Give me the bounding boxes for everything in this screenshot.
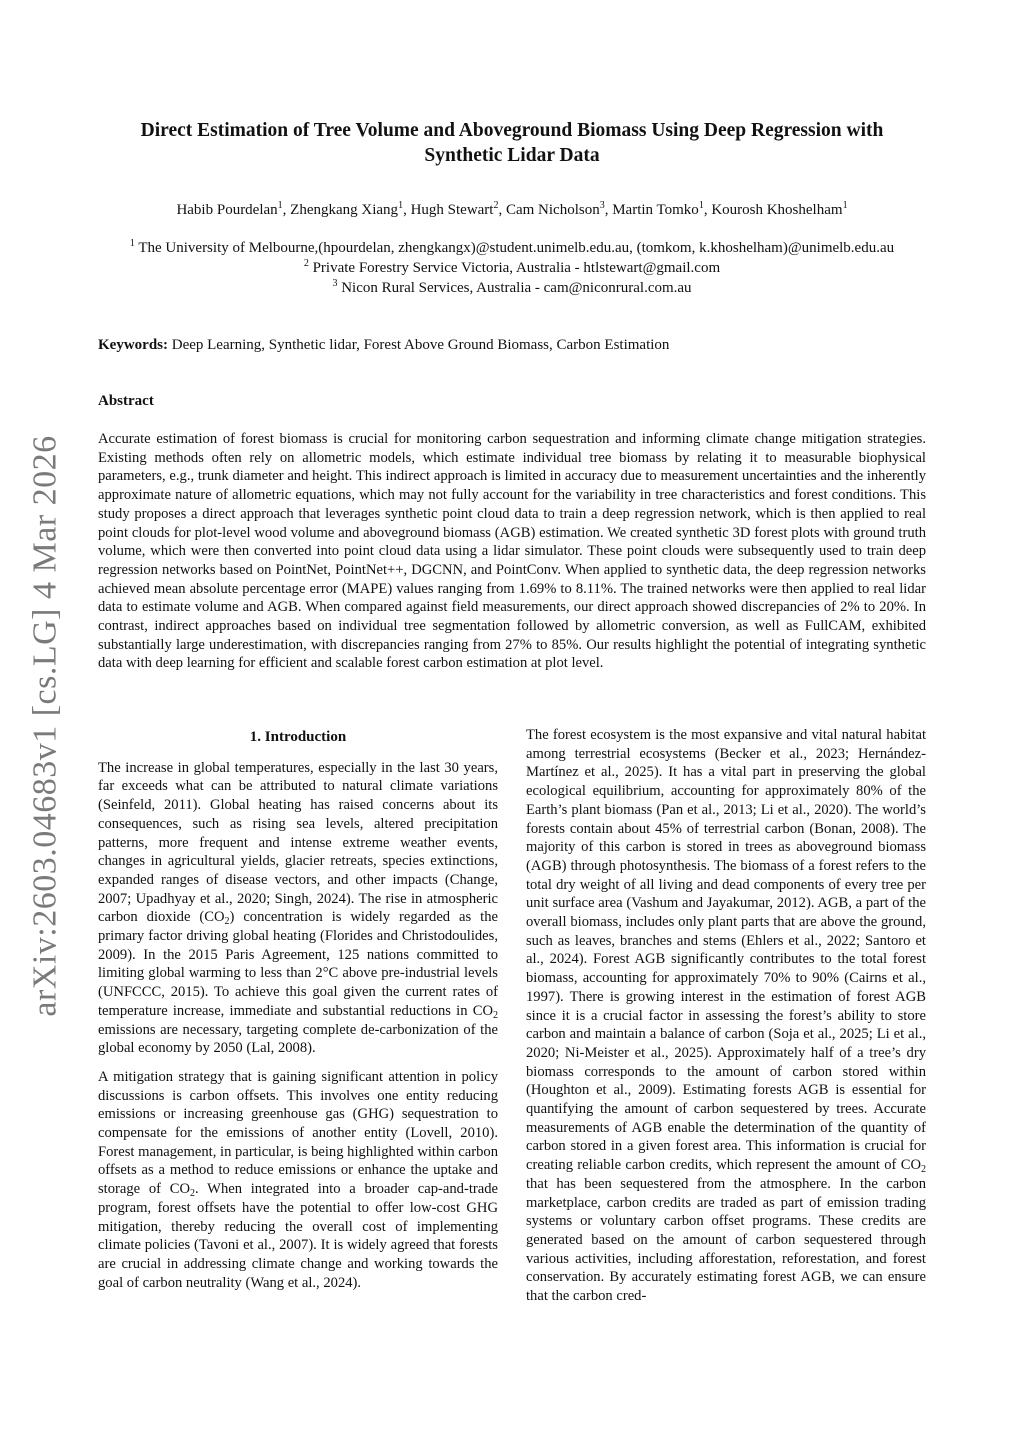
paper-title — [98, 118, 926, 168]
arxiv-identifier: arXiv:2603.04683v1 [cs.LG] 4 Mar 2026 — [27, 435, 65, 1017]
author: Habib Pourdelan$^1$, — [176, 200, 291, 218]
affiliations — [98, 238, 926, 298]
intro-paragraph-3: The forest ecosystem is the most expansive and vital natural habitat among terrestrial ecosystems (Becker et al., 2023; Hernández-Martínez et al., 2025). It has a vital part in preserving the global ecological equilibrium, accounting for approximately 80% of the Earth’s plant biomass (Pan et al., 2013; Li et al., 2020). The world’s forests contain about 45% of terrestrial carbon (Bonan, 2008). The majority of this carbon is stored in trees as aboveground biomass (AGB) through photosynthesis. The biomass of a forest refers to the total dry weight of all living and dead components of every tree per unit surface area (Vashum and Jayakumar, 2012). AGB, a part of the overall biomass, includes only plant parts that are above the ground, such as leaves, branches and stems (Ehlers et al., 2022; Santoro et al., 2024). Forest AGB significantly contributes to the total forest biomass, accounting for approximately 70% to 90% (Cairns et al., 1997). There is growing interest in the estimation of forest AGB since it is a crucial factor in assessing the forest’s ability to store carbon and maintain a balance of carbon (Soja et al., 2025; Li et al., 2020; Ni-Meister et al., 2025). Approximately half of a tree’s dry biomass corresponds to the amount of carbon stored within (Houghton et al., 2009). Estimating forests AGB is essential for quantifying the amount of carbon sequestered by trees. Accurate measurements of AGB enable the determination of the quantity of carbon stored in a given forest area. This information is crucial for creating reliable carbon credits, which represent the amount of $CO_2$ that has been sequestered from the atmosphere. In the carbon marketplace, carbon credits are traded as part of emission trading systems or voluntary carbon offset programs. These credits are generated based on the amount of carbon sequestered through various activities, including afforestation, reforestation, and forest conservation. By accurately estimating forest AGB, we can ensure that the carbon cred- — [526, 727, 926, 1305]
section-heading-introduction: 1. Introduction — [249, 729, 347, 745]
keywords-label: Keywords: — [98, 337, 168, 353]
abstract-heading: Abstract — [98, 393, 154, 409]
keywords-text: Deep Learning, Synthetic lidar, Forest Above Ground Biomass, Carbon Estimation — [168, 337, 670, 353]
keywords — [98, 335, 926, 355]
author: Zhengkang Xiang$^1$, — [290, 200, 411, 218]
affiliation-1: $^1$ The University of Melbourne,(hpourdelan, zhengkangx)@student.unimelb.edu.au, (tomkom, k.khoshelham)@unimelb.edu.au — [129, 238, 895, 256]
left-column — [98, 726, 498, 1302]
right-column — [526, 726, 926, 1316]
affiliation-3: $^3$ Nicon Rural Services, Australia - cam@niconrural.com.au — [332, 278, 692, 296]
author: Kourosh Khoshelham$^1$ — [711, 200, 848, 218]
intro-paragraph-2: A mitigation strategy that is gaining significant attention in policy discussions is carbon offsets. This involves one entity reducing emissions or increasing greenhouse gas (GHG) sequestration to compensate for the emissions of another entity (Lovell, 2010). Forest management, in particular, is being highlighted within carbon offsets as a method to reduce emissions or enhance the uptake and storage of $CO_2$. When integrated into a broader cap-and-trade program, forest offsets have the potential to offer low-cost GHG mitigation, thereby reducing the overall cost of implementing climate policies (Tavoni et al., 2007). It is widely agreed that forests are crucial in addressing climate change and working towards the goal of carbon neutrality (Wang et al., 2024). — [98, 1068, 498, 1291]
intro-paragraph-1: The increase in global temperatures, especially in the last 30 years, far exceeds what can be attributed to natural climate variations (Seinfeld, 2011). Global heating has raised concerns about its consequences, such as rising sea levels, altered precipitation patterns, more frequent and intense extreme weather events, changes in agricultural yields, glacier retreats, species extinctions, expanded ranges of disease vectors, and other impacts (Change, 2007; Upadhyay et al., 2020; Singh, 2024). The rise in atmospheric carbon dioxide $(CO_2)$ concentration is widely regarded as the primary factor driving global heating (Florides and Christodoulides, 2009). In the 2015 Paris Agreement, 125 nations committed to limiting global warming to less than 2°C above pre-industrial levels (UNFCCC, 2015). To achieve this goal given the current rates of temperature increase, immediate and substantial reductions in $CO_2$ emissions are necessary, targeting complete de-carbonization of the global economy by 2050 (Lal, 2008). — [98, 759, 498, 1057]
author: Hugh Stewart$^2$, — [410, 200, 506, 218]
author: Martin Tomko$^1$, — [612, 200, 712, 218]
title-line-1: Direct Estimation of Tree Volume and Aboveground Biomass Using Deep Regression with — [140, 120, 884, 141]
author: Cam Nicholson$^3$, — [505, 200, 613, 218]
author-list — [98, 200, 926, 220]
title-line-2: Synthetic Lidar Data — [424, 145, 600, 166]
arxiv-sidebar — [22, 432, 70, 1020]
abstract-body: Accurate estimation of forest biomass is crucial for monitoring carbon sequestration and informing climate change mitigation strategies. Existing methods often rely on allometric models, which estimate individual tree biomass by relating it to measurable biophysical parameters, e.g., trunk diameter and height. This indirect approach is limited in accuracy due to measurement uncertainties and the inherently approximate nature of allometric equations, which may not fully account for the variability in tree characteristics and forest conditions. This study proposes a direct approach that leverages synthetic point cloud data to train a deep regression network, which is then applied to real point clouds for plot-level wood volume and aboveground biomass (AGB) estimation. We created synthetic 3D forest plots with ground truth volume, which were then converted into point cloud data using a lidar simulator. These point clouds were subsequently used to train deep regression networks based on PointNet, PointNet++, DGCNN, and PointConv. When applied to synthetic data, the deep regression networks achieved mean absolute percentage error (MAPE) values ranging from 1.69% to 8.11%. The trained networks were then applied to real lidar data to estimate volume and AGB. When compared against field measurements, our direct approach showed discrepancies of 2% to 20%. In contrast, indirect approaches based on individual tree segmentation followed by allometric conversion, as well as FullCAM, exhibited substantially large underestimation, with discrepancies ranging from 27% to 85%. Our results highlight the potential of integrating synthetic data with deep learning for efficient and scalable forest carbon estimation at plot level. — [98, 431, 926, 672]
affiliation-2: $^2$ Private Forestry Service Victoria, Australia - htlstewart@gmail.com — [303, 258, 721, 276]
